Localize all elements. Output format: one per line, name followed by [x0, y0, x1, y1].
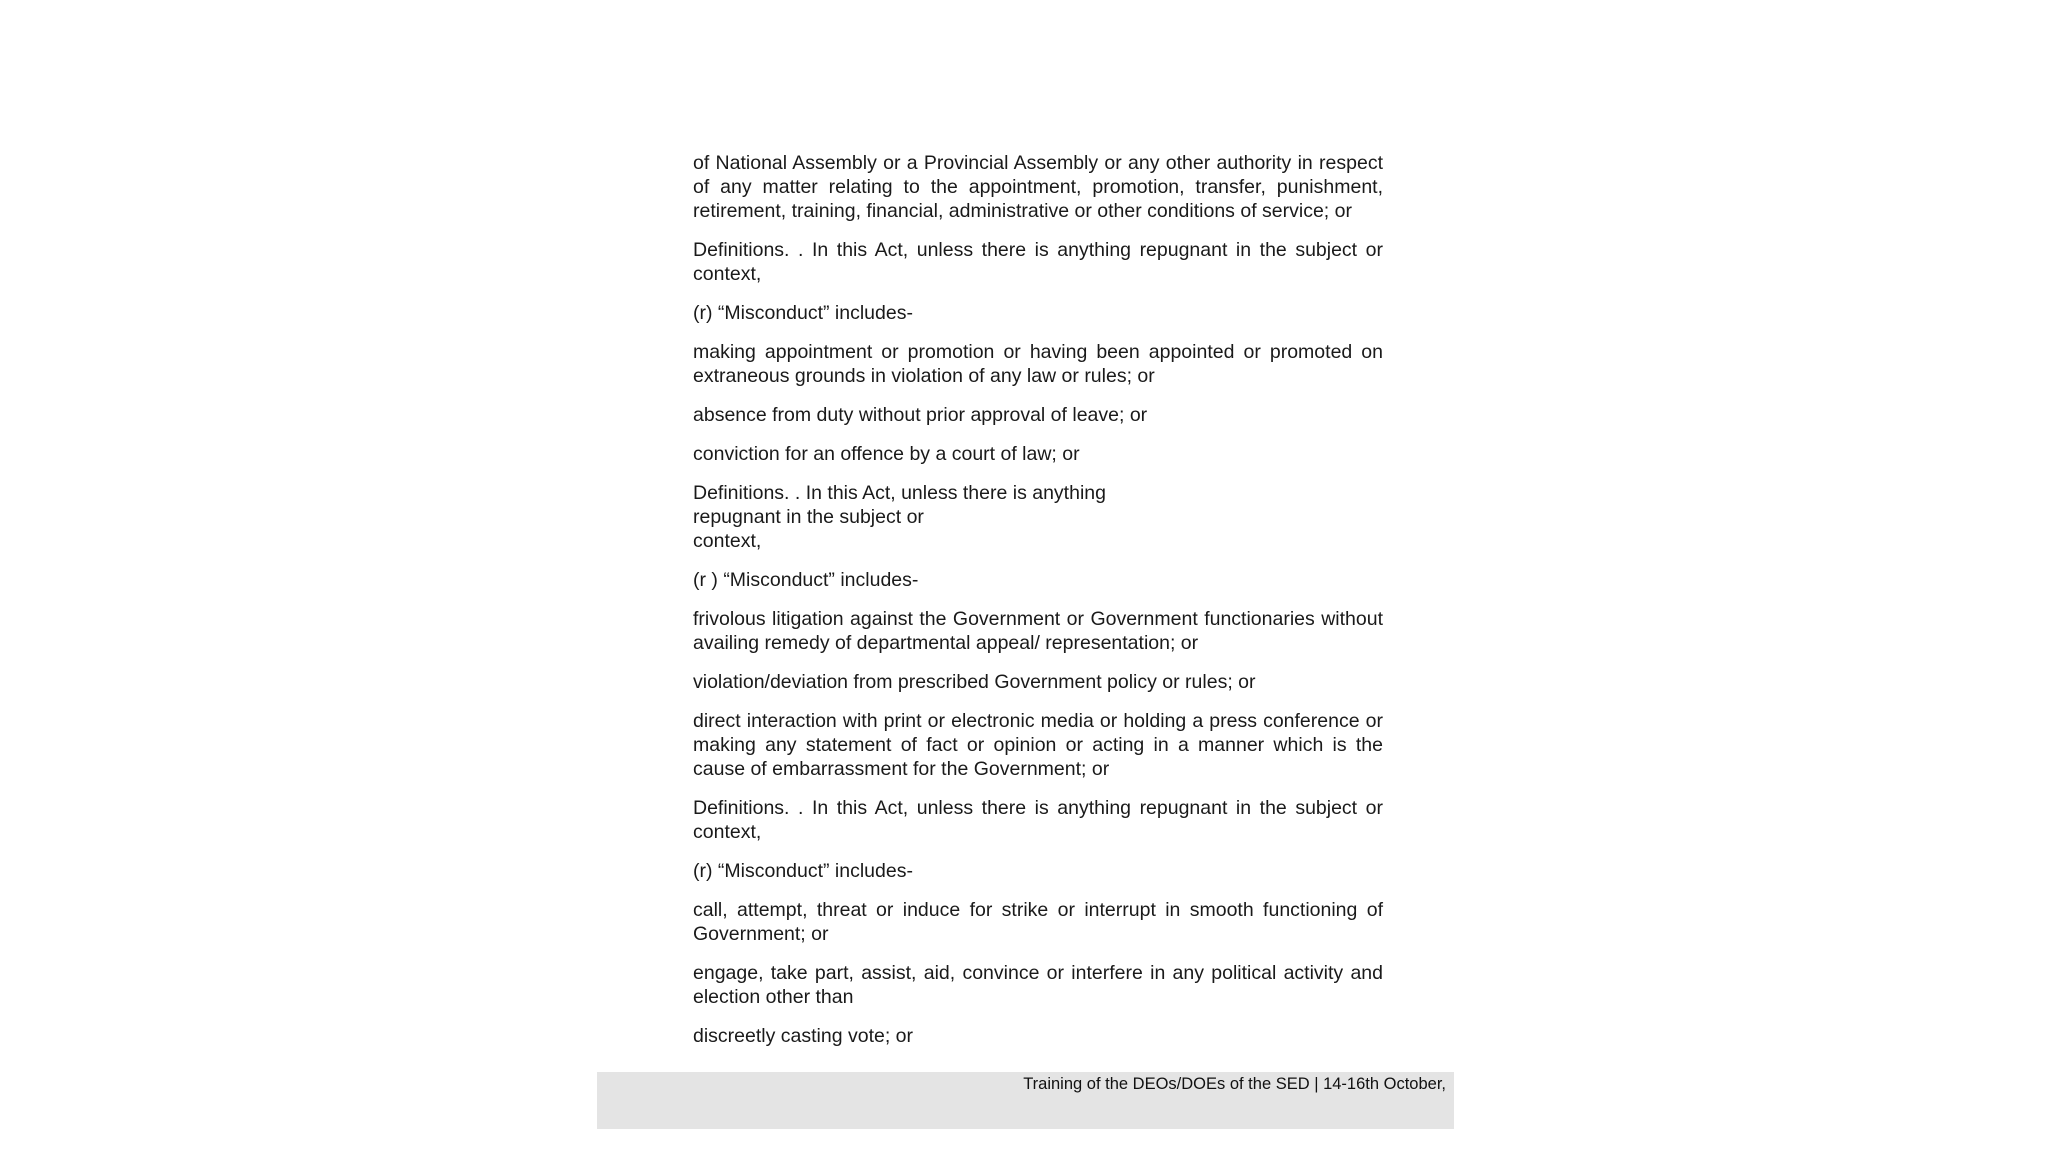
paragraph-appointment-extraneous: making appointment or promotion or having been appointed or promoted on extraneous grounds in violation of any law or rules; or [693, 341, 1383, 387]
paragraph-absence-from-duty: absence from duty without prior approval of leave; or [693, 404, 1148, 426]
paragraph-definitions-3: Definitions. . In this Act, unless there is anything repugnant in the subject or context, [693, 797, 1383, 843]
paragraph-frivolous-litigation: frivolous litigation against the Government or Government functionaries without availing remedy of departmental appeal/ representation; or [693, 608, 1383, 654]
paragraph-conviction: conviction for an offence by a court of law; or [693, 443, 1080, 465]
document-body [693, 151, 1383, 1063]
document-page [597, 0, 1454, 1152]
definitions-2-line-1: Definitions. . In this Act, unless there is anything [693, 482, 1106, 504]
page-footer [597, 1072, 1454, 1129]
paragraph-definitions-2 [693, 481, 1383, 553]
paragraph-media-interaction: direct interaction with print or electronic media or holding a press conference or making any statement of fact or opinion or acting in a manner which is the cause of embarrassment for the Government; or [693, 710, 1383, 780]
paragraph-definitions-1: Definitions. . In this Act, unless there is anything repugnant in the subject or context, [693, 239, 1383, 285]
definitions-2-line-2: repugnant in the subject or [693, 506, 924, 528]
paragraph-casting-vote: discreetly casting vote; or [693, 1025, 914, 1047]
footer-text: Training of the DEOs/DOEs of the SED | 14-16th October, [1023, 1075, 1446, 1093]
paragraph-misconduct-heading-3: (r) “Misconduct” includes- [693, 860, 913, 882]
paragraph-misconduct-heading-1: (r) “Misconduct” includes- [693, 302, 913, 324]
paragraph-misconduct-heading-2: (r ) “Misconduct” includes- [693, 569, 919, 591]
definitions-2-line-3: context, [693, 530, 762, 552]
paragraph-political-activity: engage, take part, assist, aid, convince or interfere in any political activity and election other than [693, 962, 1383, 1008]
paragraph-conditions-of-service: of National Assembly or a Provincial Assembly or any other authority in respect of any matter relating to the appointment, promotion, transfer, punishment, retirement, training, financial, administrative or other conditions of service; or [693, 152, 1383, 222]
paragraph-strike: call, attempt, threat or induce for strike or interrupt in smooth functioning of Government; or [693, 899, 1383, 945]
paragraph-policy-violation: violation/deviation from prescribed Government policy or rules; or [693, 671, 1256, 693]
